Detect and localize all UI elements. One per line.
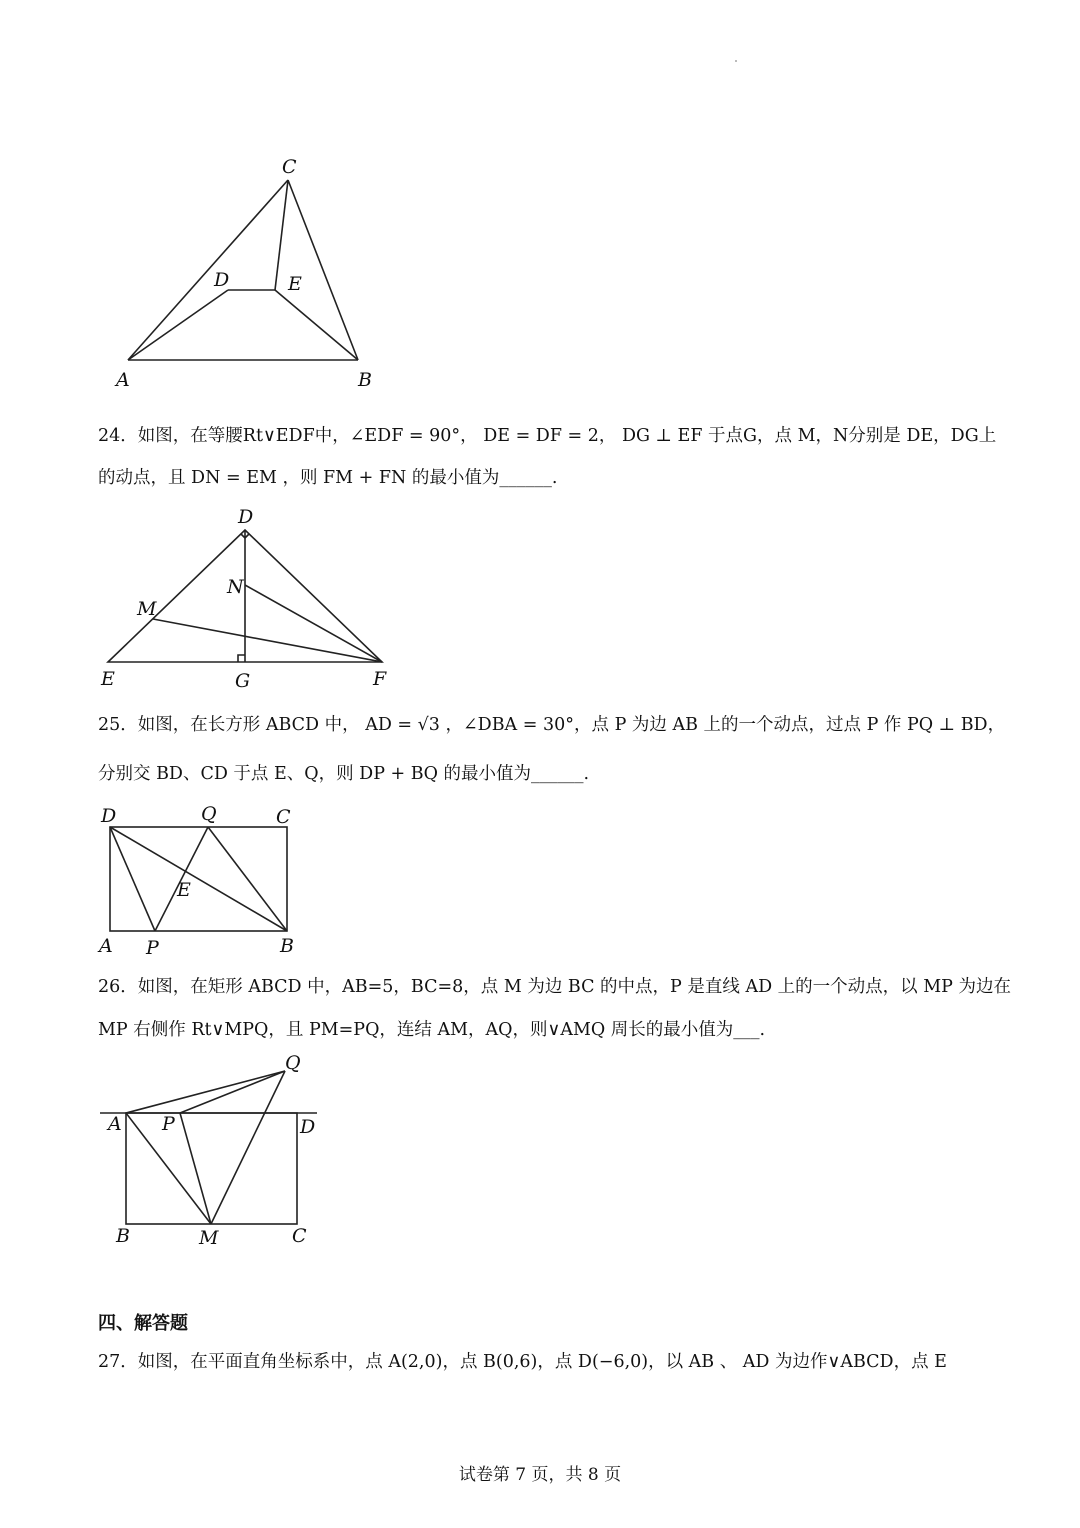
label-c: C [292,1225,307,1247]
label-a: A [108,1113,122,1135]
label-c: C [282,156,297,178]
label-q: Q [285,1052,301,1074]
label-e: E [101,668,115,690]
label-b: B [280,935,294,957]
question-26-line-1: 26．如图，在矩形 ABCD 中，AB=5，BC=8，点 M 为边 BC 的中点，P 是直线 AD 上的一个动点，以 MP 为边在 [98,977,1011,997]
label-e: E [177,879,191,901]
label-c: C [276,806,291,828]
label-a: A [116,369,130,391]
question-24-line-1: 24．如图，在等腰Rt∨EDF中，∠EDF = 90°， DE = DF = 2， DG ⊥ EF 于点G，点 M，N分别是 DE，DG上 [98,426,997,446]
question-26-line-2: MP 右侧作 Rt∨MPQ，且 PM=PQ，连结 AM，AQ，则∨AMQ 周长的最小值为___. [98,1020,766,1040]
question-25-line-1: 25．如图，在长方形 ABCD 中， AD = √3 ，∠DBA = 30°，点 P 为边 AB 上的一个动点，过点 P 作 PQ ⊥ BD， [98,715,1006,735]
section-heading: 四、解答题 [98,1313,188,1334]
scan-speck [735,60,737,62]
question-25-line-2: 分别交 BD、CD 于点 E、Q，则 DP + BQ 的最小值为______. [98,764,590,784]
label-e: E [288,273,302,295]
label-d: D [214,269,230,291]
figure-triangle-edf [95,505,405,695]
label-d: D [300,1116,316,1138]
label-a: A [99,935,113,957]
label-b: B [116,1225,130,1247]
label-b: B [358,369,372,391]
label-m: M [199,1227,219,1249]
question-27-line-1: 27．如图，在平面直角坐标系中，点 A(2,0)，点 B(0,6)，点 D(−6,0)，以 AB 、 AD 为边作∨ABCD，点 E [98,1352,947,1372]
label-n: N [227,576,244,598]
figure-rectangle-abcd [95,800,315,960]
label-p: P [162,1113,175,1135]
label-f: F [373,668,387,690]
label-q: Q [201,803,217,825]
label-m: M [137,598,157,620]
figure-triangle-abc [100,150,400,400]
label-d: D [238,506,254,528]
label-d: D [101,805,117,827]
question-24-line-2: 的动点，且 DN = EM ，则 FM + FN 的最小值为______. [98,468,558,488]
label-g: G [235,670,251,692]
page-footer: 试卷第 7 页，共 8 页 [458,1465,622,1485]
label-p: P [146,937,159,959]
figure-rectangle-with-moving-point [95,1050,335,1250]
